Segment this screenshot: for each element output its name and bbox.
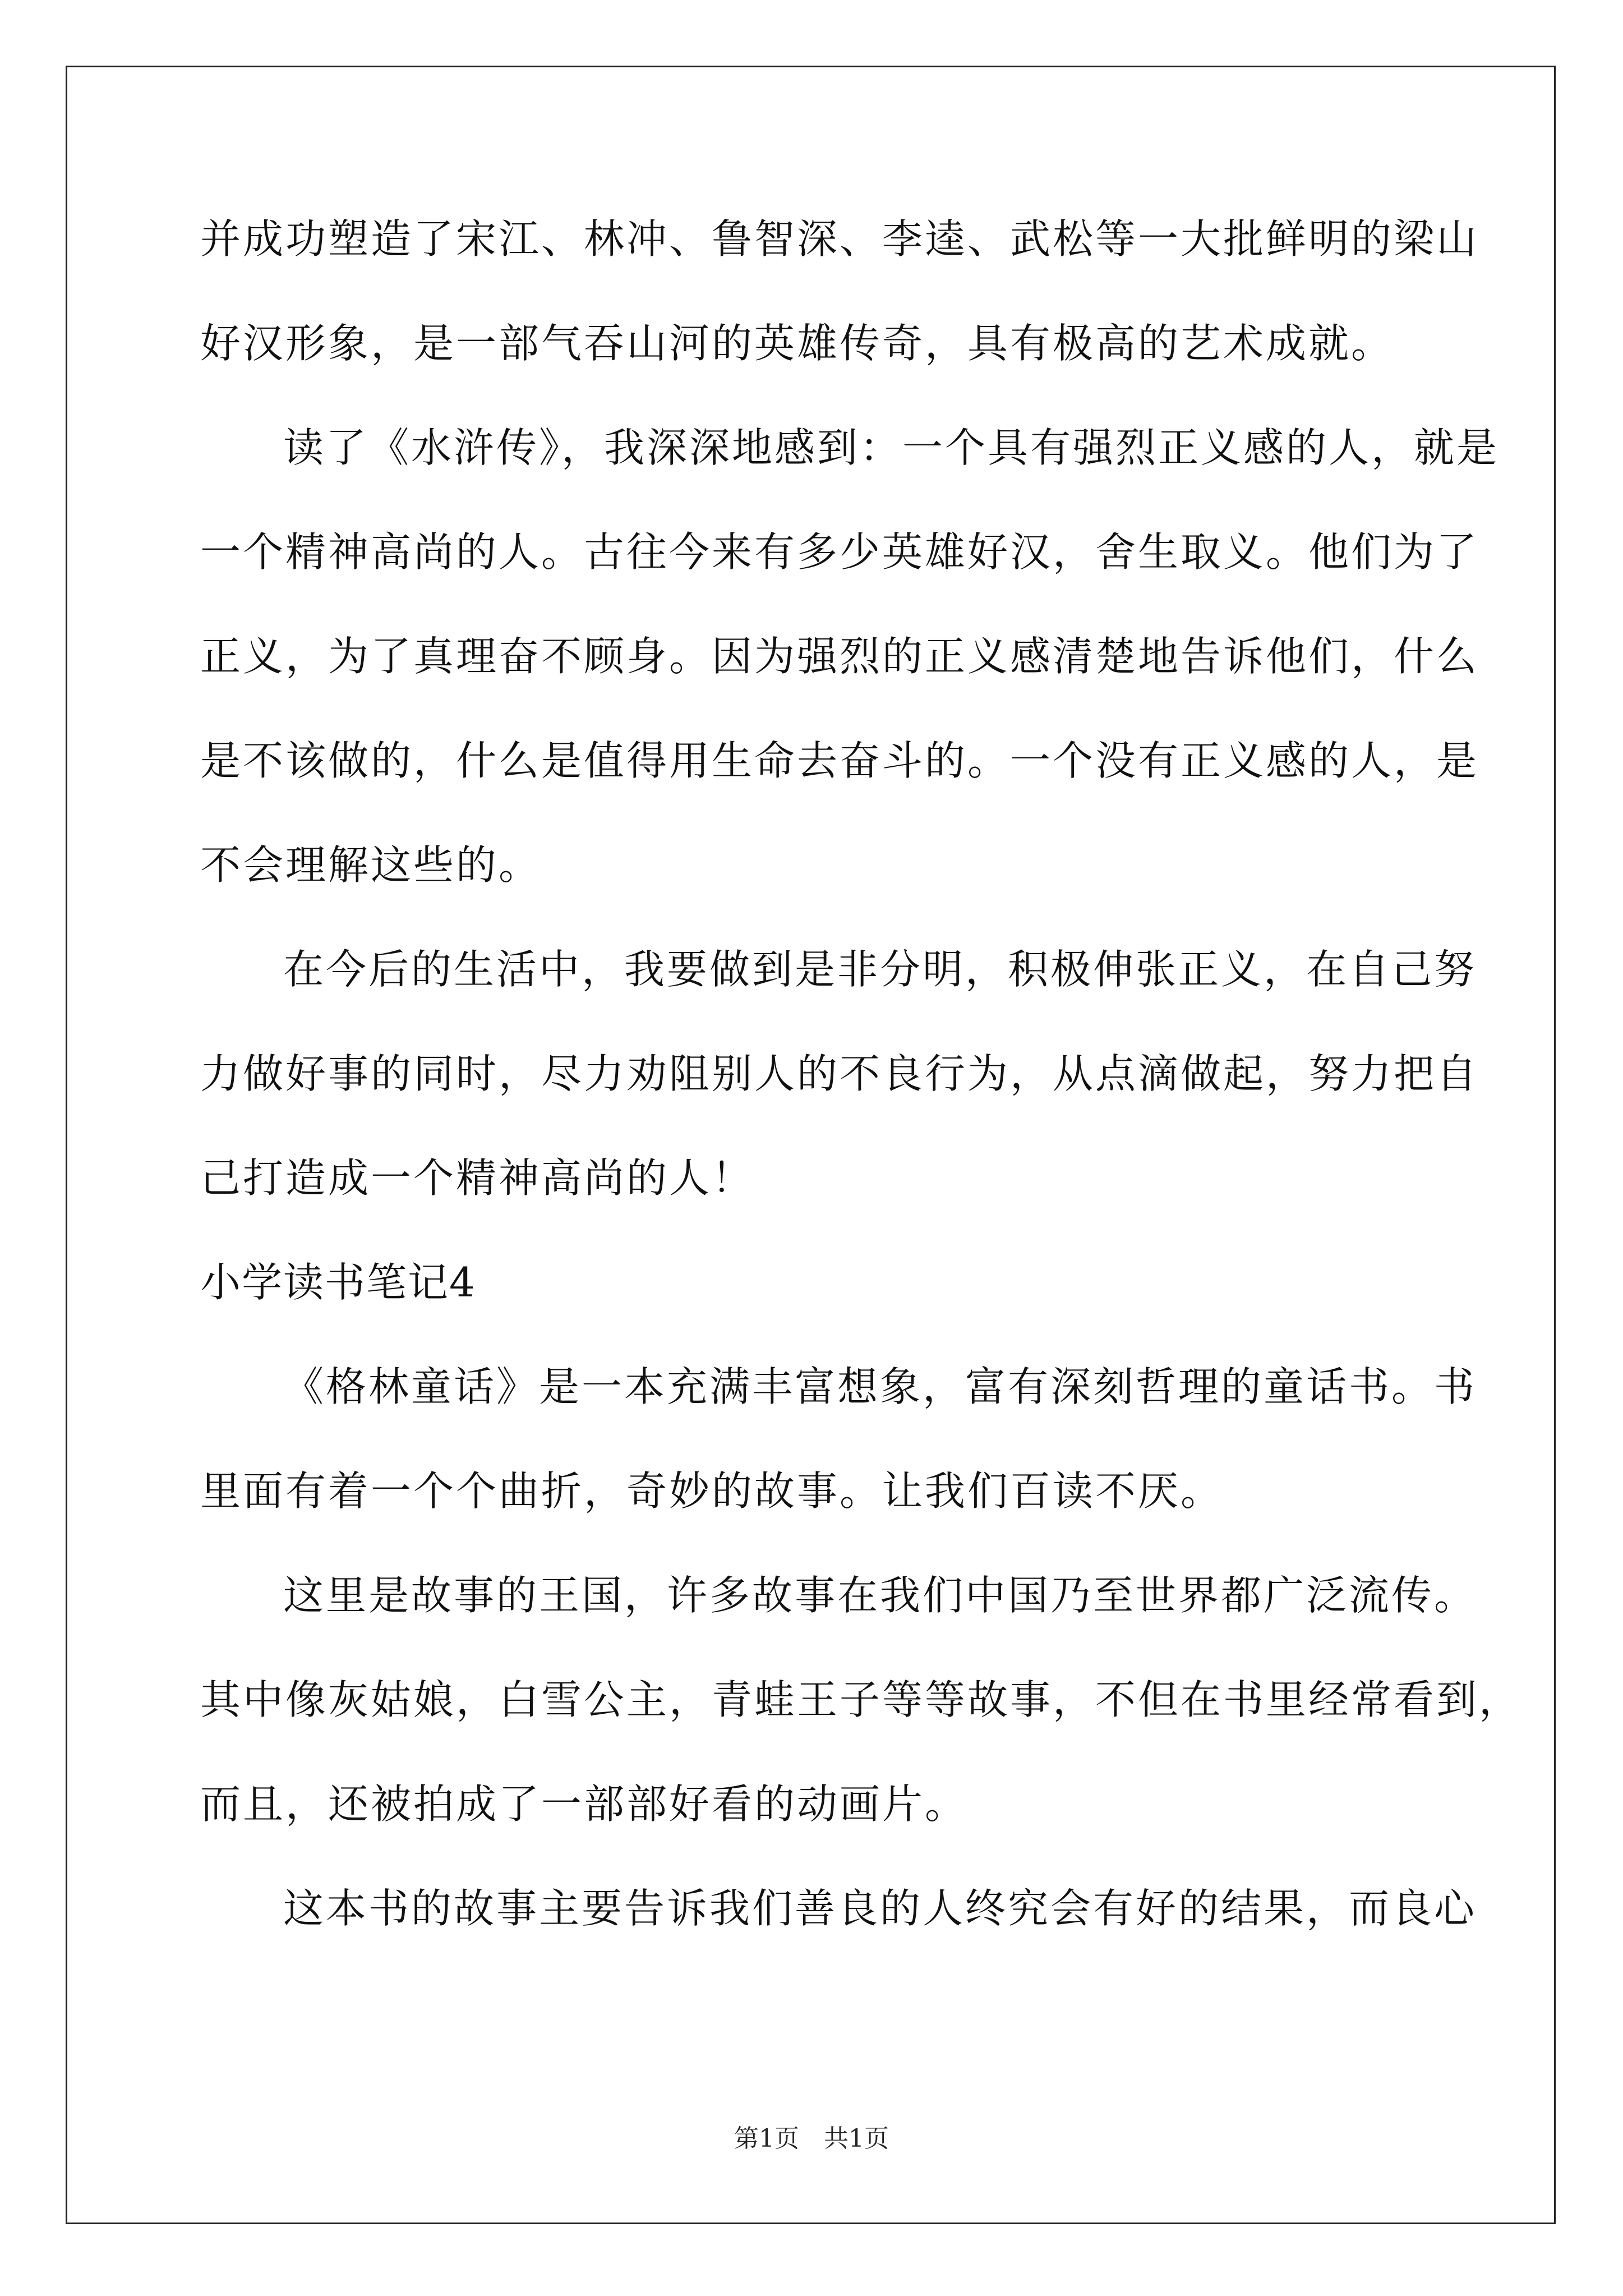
paragraph-start-line: 这里是故事的王国，许多故事在我们中国乃至世界都广泛流传。 bbox=[283, 1572, 1477, 1619]
text-line: 己打造成一个精神高尚的人！ bbox=[200, 1154, 755, 1202]
text-line: 里面有着一个个曲折，奇妙的故事。让我们百读不厌。 bbox=[200, 1467, 1224, 1515]
text-line: 好汉形象，是一部气吞山河的英雄传奇，具有极高的艺术成就。 bbox=[200, 320, 1394, 367]
section-heading: 小学读书笔记4 bbox=[200, 1259, 476, 1306]
text-line: 并成功塑造了宋江、林冲、鲁智深、李逵、武松等一大批鲜明的梁山 bbox=[200, 215, 1479, 263]
text-line: 其中像灰姑娘，白雪公主，青蛙王子等等故事，不但在书里经常看到， bbox=[200, 1676, 1522, 1723]
text-line: 而且，还被拍成了一部部好看的动画片。 bbox=[200, 1780, 968, 1828]
text-line: 正义，为了真理奋不顾身。因为强烈的正义感清楚地告诉他们，什么 bbox=[200, 633, 1479, 680]
paragraph-start-line: 读了《水浒传》，我深深地感到：一个具有强烈正义感的人，就是 bbox=[283, 424, 1500, 471]
paragraph-start-line: 《格林童话》是一本充满丰富想象，富有深刻哲理的童话书。书 bbox=[283, 1363, 1477, 1410]
text-line: 不会理解这些的。 bbox=[200, 841, 542, 889]
text-line: 是不该做的，什么是值得用生命去奋斗的。一个没有正义感的人，是 bbox=[200, 737, 1479, 784]
page-number-footer: 第1页 共1页 bbox=[734, 2124, 889, 2153]
text-line: 一个精神高尚的人。古往今来有多少英雄好汉，舍生取义。他们为了 bbox=[200, 528, 1479, 576]
paragraph-start-line: 在今后的生活中，我要做到是非分明，积极伸张正义，在自己努 bbox=[283, 946, 1477, 993]
paragraph-start-line: 这本书的故事主要告诉我们善良的人终究会有好的结果，而良心 bbox=[283, 1885, 1477, 1932]
document-body bbox=[200, 215, 1522, 1993]
text-line: 力做好事的同时，尽力劝阻别人的不良行为，从点滴做起，努力把自 bbox=[200, 1050, 1479, 1097]
